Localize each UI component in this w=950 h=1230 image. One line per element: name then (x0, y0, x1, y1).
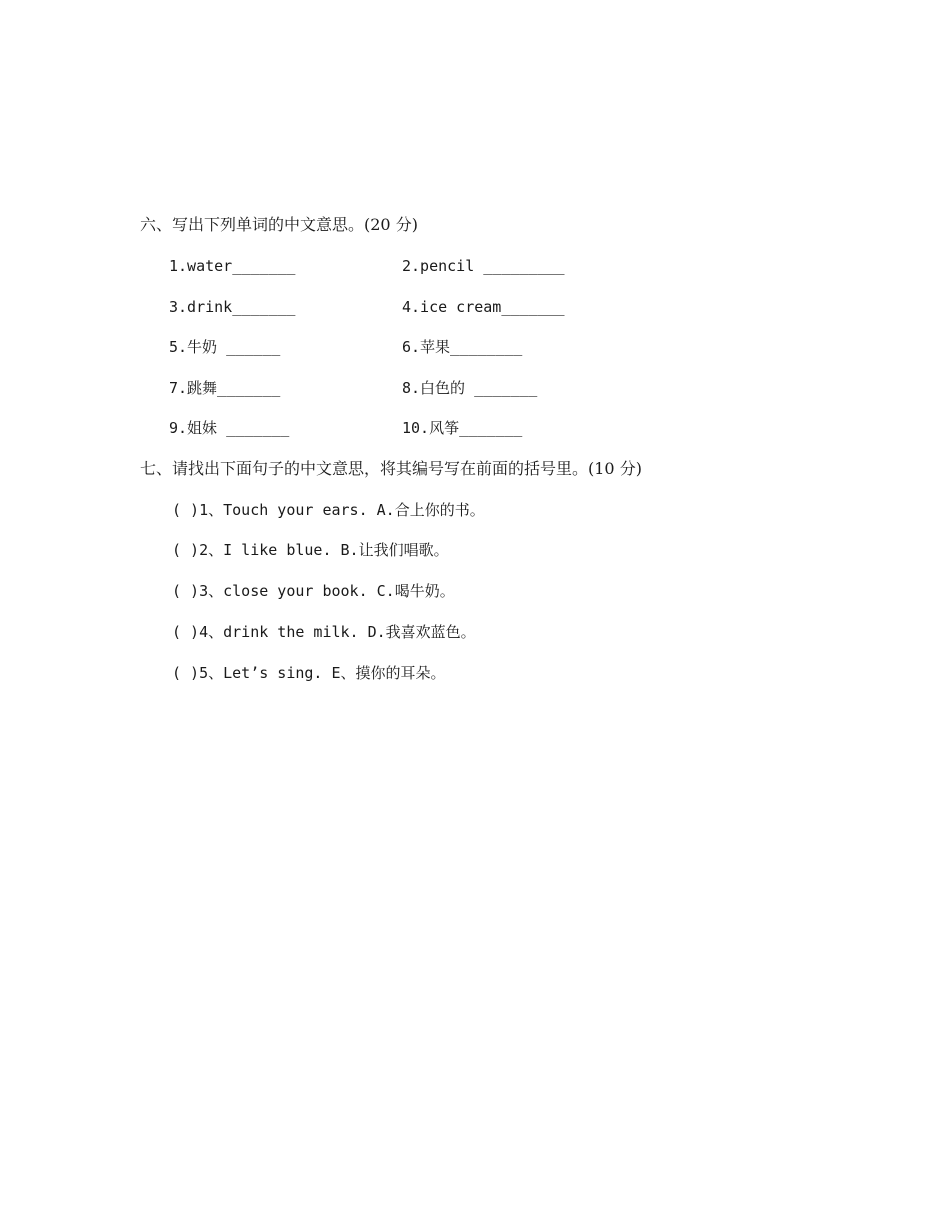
vocab-item-9: 9.姐妹 _______ (169, 419, 290, 437)
vocab-item-4: 4.ice cream_______ (402, 298, 565, 316)
vocab-item-3: 3.drink_______ (169, 298, 296, 316)
section-7-heading: 七、请找出下面句子的中文意思，将其编号写在前面的括号里。(10 分) (140, 459, 642, 478)
vocab-item-8: 8.白色的 _______ (402, 379, 538, 397)
vocab-item-6: 6.苹果________ (402, 338, 523, 356)
match-item-2: ( )2、I like blue. B.让我们唱歌。 (172, 541, 449, 559)
vocab-item-1: 1.water_______ (169, 257, 296, 275)
match-item-5: ( )5、Let’s sing. E、摸你的耳朵。 (172, 664, 446, 682)
vocab-item-5: 5.牛奶 ______ (169, 338, 281, 356)
vocab-item-2: 2.pencil _________ (402, 257, 565, 275)
vocab-item-7: 7.跳舞_______ (169, 379, 281, 397)
match-item-4: ( )4、drink the milk. D.我喜欢蓝色。 (172, 623, 476, 641)
match-item-3: ( )3、close your book. C.喝牛奶。 (172, 582, 455, 600)
section-6-heading: 六、写出下列单词的中文意思。(20 分) (140, 215, 418, 234)
vocab-item-10: 10.风筝_______ (402, 419, 523, 437)
match-item-1: ( )1、Touch your ears. A.合上你的书。 (172, 501, 485, 519)
